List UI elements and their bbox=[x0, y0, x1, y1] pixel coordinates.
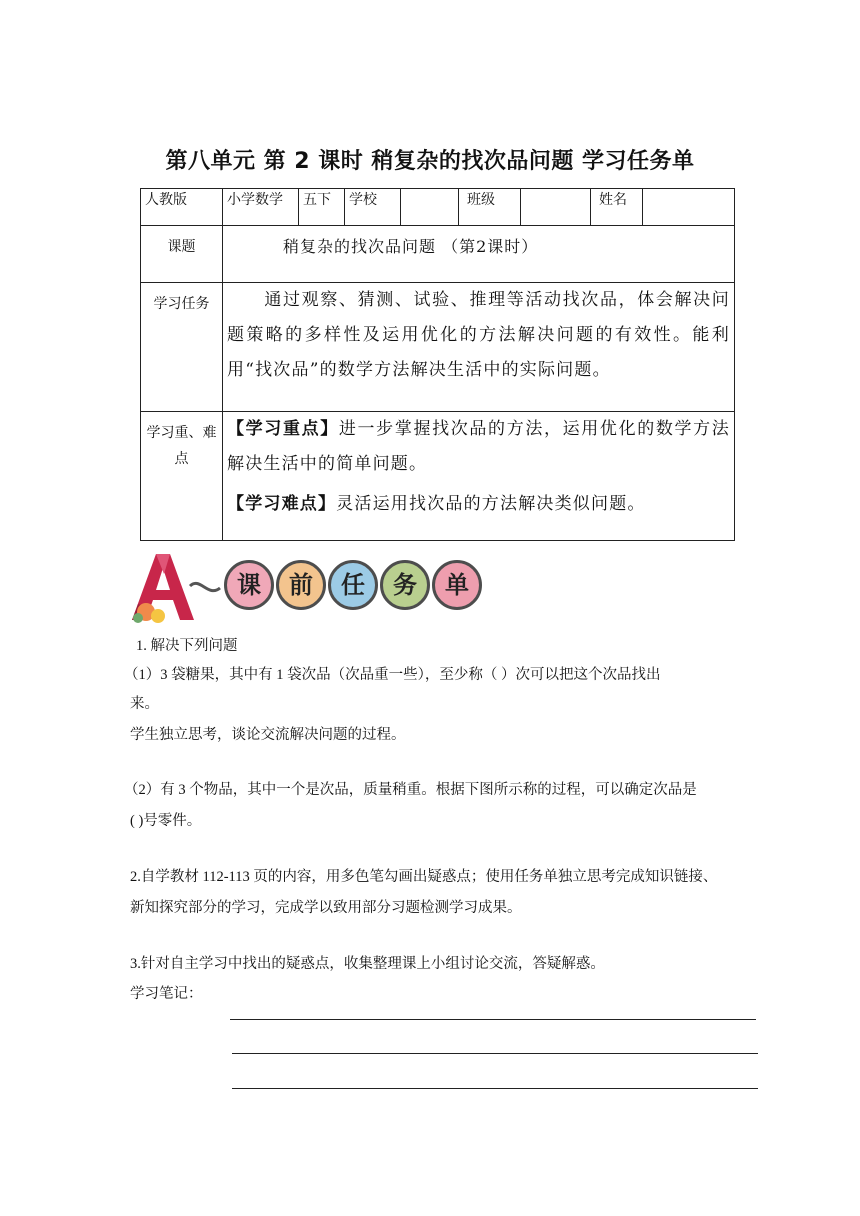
grade-cell: 五下 bbox=[299, 189, 345, 226]
banner-char-4: 务 bbox=[380, 560, 430, 610]
key-label-line2: 点 bbox=[174, 451, 189, 467]
pre-class-banner bbox=[128, 546, 488, 624]
q1-1-line2: 来。 bbox=[130, 696, 159, 712]
focus-text: 进一步掌握找次品的方法，运用优化的数学方法解决生活中的简单问题。 bbox=[227, 419, 731, 474]
difficulty-tag: 【学习难点】 bbox=[227, 494, 337, 514]
key-points-cell bbox=[223, 412, 735, 541]
focus-paragraph bbox=[227, 412, 730, 482]
difficulty-paragraph bbox=[227, 487, 730, 522]
note-line-2[interactable] bbox=[232, 1053, 758, 1054]
q1-2-line2: ( )号零件。 bbox=[130, 813, 202, 829]
info-table bbox=[140, 188, 735, 541]
school-field[interactable] bbox=[401, 189, 459, 226]
class-field[interactable] bbox=[521, 189, 591, 226]
q1-2-line1: （2）有 3 个物品，其中一个是次品，质量稍重。根据下图所示称的过程，可以确定次品是 bbox=[124, 782, 697, 798]
task-value: 通过观察、猜测、试验、推理等活动找次品，体会解决问题策略的多样性及运用优化的方法解决问题的有效性。能利用“找次品”的数学方法解决生活中的实际问题。 bbox=[227, 290, 730, 380]
q2-line1: 2.自学教材 112-113 页的内容，用多色笔勾画出疑惑点；使用任务单独立思考完成知识链接、 bbox=[130, 869, 718, 885]
task-label: 学习任务 bbox=[141, 283, 223, 412]
q1-title: 1. 解决下列问题 bbox=[136, 638, 238, 654]
q2-line2: 新知探究部分的学习，完成学以致用部分习题检测学习成果。 bbox=[130, 900, 522, 916]
banner-char-1: 课 bbox=[224, 560, 274, 610]
difficulty-text: 灵活运用找次品的方法解决类似问题。 bbox=[336, 494, 646, 514]
topic-value: 稍复杂的找次品问题 （第2课时） bbox=[223, 226, 735, 283]
banner-char-5: 单 bbox=[432, 560, 482, 610]
key-label bbox=[141, 412, 223, 541]
q1-note: 学生独立思考，谈论交流解决问题的过程。 bbox=[130, 727, 406, 743]
note-line-3[interactable] bbox=[232, 1088, 758, 1089]
q1-1-line1: （1）3 袋糖果，其中有 1 袋次品（次品重一些），至少称（ ）次可以把这个次品找出 bbox=[124, 667, 661, 683]
banner-char-2: 前 bbox=[276, 560, 326, 610]
banner-char-3: 任 bbox=[328, 560, 378, 610]
class-label: 班级 bbox=[459, 189, 521, 226]
page-title: 第八单元 第 2 课时 稍复杂的找次品问题 学习任务单 bbox=[165, 149, 695, 174]
name-field[interactable] bbox=[643, 189, 735, 226]
name-label: 姓名 bbox=[591, 189, 643, 226]
task-cell bbox=[223, 283, 735, 412]
q3-text: 3.针对自主学习中找出的疑惑点，收集整理课上小组讨论交流，答疑解惑。 bbox=[130, 956, 605, 972]
topic-label: 课题 bbox=[141, 226, 223, 283]
notes-label: 学习笔记： bbox=[130, 986, 203, 1002]
letter-a-logo bbox=[128, 546, 228, 624]
focus-tag: 【学习重点】 bbox=[227, 419, 339, 439]
publisher-cell: 人教版 bbox=[141, 189, 223, 226]
key-label-line1: 学习重、难 bbox=[146, 425, 217, 441]
subject-cell: 小学数学 bbox=[223, 189, 299, 226]
note-line-1[interactable] bbox=[230, 1019, 756, 1020]
school-label: 学校 bbox=[345, 189, 401, 226]
